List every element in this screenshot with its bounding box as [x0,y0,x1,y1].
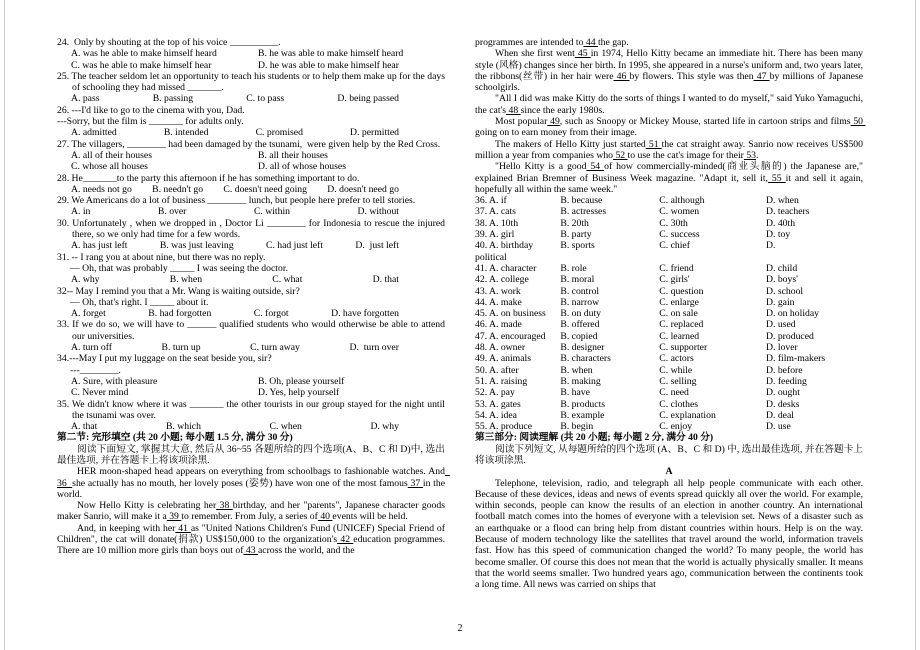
option: B. passing [152,93,194,105]
option: C. learned [659,330,700,342]
option: D. when [765,195,799,207]
option: C. while [659,364,693,376]
option: B. which [165,421,201,433]
option-row [57,161,445,172]
option: C. chief [659,240,690,252]
blank-number: 39 [166,511,182,523]
option: C. on sale [659,308,698,320]
question-stem [57,398,448,422]
option: C. doesn't need going [223,183,307,195]
option: D. have forgotten [331,308,399,320]
option: C. replaced [659,319,704,331]
option: B. example [560,409,605,421]
option: D. deal [765,409,794,421]
option: D. lover [765,342,798,354]
blank-number: 43 [243,545,258,557]
option: 42. A. college [475,274,529,286]
option: C. 30th [659,217,688,229]
text-run: "All I did was make Kitty do the sorts of things I wanted to do myself," said Yuko Yamaguchi, the cat's [475,93,866,116]
blank-number: 48 [506,104,521,116]
option: D. teachers [765,206,810,218]
option: D. turn over [349,342,399,354]
section-heading: 第三部分: 阅读理解 (共 20 小题; 每小题 2 分, 满分 40 分) [475,432,714,444]
option: D. used [765,319,796,331]
option: C. whose all houses [71,161,148,173]
question-stem [57,286,445,297]
text-run: of how commercially-minded(商业头脑的) the Japanese are," explained Brian Bremner of Business Week magazine. "Adapt it, sell it, [475,161,866,184]
cloze-option-row [475,274,863,285]
option: 52. A. pay [475,387,515,399]
text-run: it and sell it again, hopefully all within the same week." [475,172,866,195]
cloze-paragraph [475,116,866,139]
option: C. friend [659,262,694,274]
cloze-options-grid [475,195,863,432]
text-run: going on to earn money from their image. [475,127,637,139]
option: D. boys' [765,274,798,286]
option: D. gain [765,296,795,308]
section-instructions [475,444,863,467]
right-column [475,37,866,650]
option: 41. A. character [475,262,537,274]
option: D. feeding [765,375,807,387]
option: D. all of whose houses [258,161,346,173]
option: 37. A. cats [475,206,516,218]
option: 51. A. raising [475,375,528,387]
scan-edge-right [915,0,916,650]
option: B. because [560,195,603,207]
option-row [57,308,445,319]
question-stem [57,217,448,241]
option: 55. A. produce [475,421,533,433]
option: 38. A. 10th [475,217,519,229]
option: B. Oh, please yourself [258,375,345,387]
cloze-option-row [475,342,863,353]
cloze-option-row [475,421,863,432]
blank-number: 44 [583,37,598,48]
option: A. Sure, with pleasure [71,375,158,387]
option-row [57,93,445,104]
option: B. making [560,375,601,387]
text-run: to use the cat's image for their [627,149,744,161]
option: D. being passed [337,93,399,105]
option: C. enjoy [659,421,693,433]
option-row [57,387,445,398]
text-run: 24. Only by shouting at the top of his voice __________. [57,37,281,48]
option: D. doesn't need go [327,183,399,195]
option: C. selling [659,375,697,387]
text-run: And, in keeping with her [77,522,176,534]
question-stem [57,252,445,263]
text-run: When she first went [495,48,575,60]
text-run: to remember. From July, a series of [181,511,318,523]
option: C. clothes [659,398,699,410]
option: C. to pass [246,93,285,105]
option: C. question [659,285,704,297]
text-run: across the world, and the [257,545,355,557]
option-row [57,274,445,285]
option: C. had just left [265,240,324,252]
blank-number: 52 [613,149,628,161]
text-run: events will be held. [332,511,408,523]
cloze-option-row [475,286,863,297]
option: 44. A. make [475,296,522,308]
option-row [57,127,445,138]
cloze-paragraph [475,138,866,162]
text-run: 32-- May I remind you that a Mr. Wang is waiting outside, sir? [57,285,300,297]
option: D. why [370,421,399,433]
blank-number: 42 [337,534,354,546]
option-row [57,150,445,161]
cloze-paragraph [475,48,866,94]
option: B. role [560,262,587,274]
option: B. when [169,274,203,286]
blank-number: 41 [175,522,191,534]
text-run: Telephone, television, radio, and telegraph all help people communicate with each other. Because of these devices, ideas and news of events spread quickly all over the world. For example, within seconds, people can know the results of an election in another country. An international football match comes into the homes of everyone with a television set. News of a disaster such as an earthquake or a flood can bring help from distant countries within hours. Help is on the way. Because of modern technology like the satellites that travel around the world, information travels fast. How has this speed of communication changed the world? To many people, the world has become smaller. Of course this does not mean that the world is actually physically smaller. It means that the world seems smaller. Two hundred years ago, communication between the continents took a long time. All news was carried on ships that [475,477,866,591]
text-run: Most popular [495,116,548,128]
cloze-option-row [475,218,863,229]
option: D. produced [765,330,814,342]
cloze-paragraph [57,466,450,500]
option: 36. A. if [475,195,507,207]
text-run: 阅读下面短文, 掌握其大意, 然后从 36~55 各题所给的四个选项(A、B、C 和 D)中, 选出最佳选项, 并在答题卡上将该项涂黑. [57,443,445,466]
option: A. needs not go [71,183,132,195]
cloze-option-row [475,410,863,421]
option: C. women [659,206,700,218]
text-run: HER moon-shaped head appears on everything from schoolbags to fashionable watches. And [77,466,445,478]
option: B. narrow [560,296,600,308]
dialog-line: ---Sorry, but the film is _______ for adults only. [57,116,244,128]
option: C. turn away [250,342,300,354]
cloze-option-row [475,240,863,251]
blank-number: 51 [645,138,662,150]
dialog-line: ---________. [70,364,121,376]
option: D. school [765,285,804,297]
option: political [475,251,507,263]
text-run: 29. We Americans do a lot of business ________ lunch, but people here prefer to tell stories. [57,195,416,207]
option: A. turn off [71,342,112,354]
text-run: 31. -- I rang you at about nine, but there was no reply. [57,251,266,263]
cloze-paragraph [475,161,866,195]
option: C. need [659,387,689,399]
option: B. on duty [560,308,601,320]
text-run: . [756,149,759,161]
option: 46. A. made [475,319,522,331]
option: 54. A. idea [475,409,517,421]
blank-number: 36 [57,466,450,489]
cloze-option-row [475,376,863,387]
blank-number: 40 [317,511,333,523]
blank-number: 45 [574,48,591,60]
option: D. child [765,262,798,274]
option: D. on holiday [765,308,819,320]
cloze-paragraph [475,37,863,48]
cloze-option-row [475,399,863,410]
option: A. was he able to make himself heard [71,48,217,60]
text-run: 33. If we do so, we will have to ______ qualified students who would otherwise be able to attend our universities. [57,319,448,342]
text-run: 阅读下列短文, 从每题所给的四个选项 (A、B、C 和 D) 中, 选出最佳选项, 并在答题卡上将该项涂黑. [475,443,863,466]
option: B. characters [560,353,611,365]
section-heading: 第二节: 完形填空 (共 20 小题; 每小题 1.5 分, 满分 30 分) [57,432,293,444]
text-run: Now Hello Kitty is celebrating her [77,500,217,512]
text-run: The makers of Hello Kitty just started [495,138,646,150]
option: B. had forgotten [148,308,212,320]
option: B. was just leaving [159,240,234,252]
option: D. before [765,364,803,376]
option-row [57,206,445,217]
blank-number: 37 [407,477,423,489]
scan-edge-left [4,0,5,650]
question-stem [57,353,445,364]
option-row [57,376,445,387]
option: 39. A. girl [475,229,515,241]
option: C. explanation [659,409,716,421]
cloze-paragraph [57,500,448,523]
question-stem [57,319,448,342]
option: C. actors [659,353,694,365]
text-run: by millions of Japanese schoolgirls. [475,70,866,94]
text-run: the gap. [597,37,629,48]
option: C. promised [255,127,303,139]
text-run: by flowers. This style was then [629,70,754,82]
text-run: as "United Nations Children's Fund (UNICEF) Special Friend of Children", the cat will donate(捐款) US$150,000 to the organization's [57,522,448,546]
cloze-option-row [475,353,863,364]
text-run: education programmes. There are 10 million more girls than boys out of [57,534,448,557]
cloze-option-row [475,206,863,217]
option: C. success [659,229,700,241]
option: D. just left [355,240,399,252]
option: C. what [272,274,303,286]
blank-number: 47 [753,70,770,82]
option: B. control [560,285,600,297]
cloze-option-row [475,308,863,319]
option: B. 20th [560,217,589,229]
section-instructions [57,444,445,467]
option: D. ought [765,387,800,399]
option: 50. A. after [475,364,519,376]
text-run: 27. The villagers, ________ had been damaged by the tsunami, were given help by the Red Cross. [57,138,441,150]
option: B. over [157,206,187,218]
text-run: , such as Snoopy or Mickey Mouse, started life in cartoon strips and films [559,116,851,128]
option-row [57,184,445,195]
option-row [57,240,445,251]
question-stem [57,37,445,48]
option-row [57,342,445,353]
question-stem [57,173,445,184]
dialog-line: — Oh, that's right. I _____ about it. [70,296,209,308]
cloze-paragraph [57,522,448,557]
option-row [57,60,445,71]
text-run: programmes are intended to [475,37,584,48]
blank-number: 50 [850,116,866,128]
text-run: "Hello Kitty is a good [495,161,587,173]
option: B. actresses [560,206,607,218]
blank-number: 54 [586,161,605,173]
text-run: since the early 1980s. [520,104,605,116]
blank-number: 46 [613,70,630,82]
option: A. forget [71,308,106,320]
option-row [57,48,445,59]
option: B. copied [560,330,598,342]
question-stem [57,105,445,116]
blank-number: 53 [743,149,756,161]
option: B. when [560,364,593,376]
option: D. use [765,421,791,433]
left-column [57,37,450,650]
text-run: 35. We didn't know where it was _______ the other tourists in our group stayed for the night until the tsunami was over. [57,398,448,421]
option: A. has just left [71,240,128,252]
option: C. although [659,195,705,207]
option: B. moral [560,274,595,286]
text-run: 26. ---I'd like to go to the cinema with you, Dad. [57,104,245,116]
option: A. in [71,206,91,218]
option: A. admitted [71,127,117,139]
option: C. forgot [253,308,289,320]
option: D. permitted [350,127,399,139]
option: D. toy [765,229,791,241]
option: C. when [269,421,302,433]
option: B. intended [163,127,209,139]
text-run: 30. Unfortunately , when we dropped in , Doctor Li ________ for Indonesia to rescue the injured there, so we only had time for a few words. [57,217,448,241]
reading-paragraph [475,477,866,591]
option: B. offered [560,319,600,331]
option: 53. A. gates [475,398,521,410]
option: 48. A. owner [475,342,526,354]
cloze-option-row [475,387,863,398]
text-run: 34.---May I put my luggage on the seat beside you, sir? [57,353,272,365]
cloze-option-row [475,331,863,342]
option: D. that [372,274,399,286]
passage-label: A [665,466,673,478]
option: D. Yes, help yourself [258,387,340,399]
dialog-line: — Oh, that was probably _____ I was seeing the doctor. [70,262,288,274]
option: 43. A. work [475,285,521,297]
option: A. that [71,421,98,433]
option: D. film-makers [765,353,826,365]
cloze-option-row [475,195,863,206]
option: C. enlarge [659,296,699,308]
text-run: 25. The teacher seldom let an opportunity to teach his students or to help them make up for the days of schooling they had missed _______. [57,70,448,94]
option: D. he was able to make himself hear [258,59,399,71]
cloze-option-row [475,297,863,308]
cloze-option-row [475,319,863,330]
text-run: in 1974, Hello Kitty became an immediate hit. There has been many style (风格) changes since her birth. In 1995, she appeared in a nurse's uniform and, two years later, the ribbons(丝带) in her hair were [475,48,866,82]
text-run: the cat straight away. Sanrio now receives US$500 million a year from companies who [475,138,866,161]
option: A. why [71,274,100,286]
blank-number: 38 [216,500,233,512]
option: 40. A. birthday [475,240,534,252]
option: C. within [253,206,291,218]
cloze-paragraph [475,93,866,116]
option: B. needn't go [152,183,204,195]
blank-number: 49 [547,116,560,128]
option-row [57,421,445,432]
option: 47. A. encouraged [475,330,546,342]
option: D. 40th [765,217,796,229]
option: B. products [560,398,606,410]
cloze-option-row [475,229,863,240]
option: D. without [357,206,399,218]
text-run: birthday, and her "parents", Japanese character goods maker Sanrio, will make it a [57,500,448,523]
text-run: in the world. [57,477,448,500]
question-stem [57,70,448,94]
option: 45. A. on business [475,308,546,320]
text-run: she actually has no mouth, her lovely poses (姿势) have won one of the most famous [72,477,408,489]
option: C. supporter [659,342,708,354]
option: 49. A. animals [475,353,531,365]
page-number: 2 [457,622,463,634]
option: B. have [560,387,590,399]
cloze-option-row [475,365,863,376]
option: C. was he able to make himself hear [71,59,212,71]
option: B. sports [560,240,595,252]
cloze-option-row [475,252,863,263]
option: D. [765,240,776,252]
option: B. party [560,229,592,241]
question-stem [57,139,445,150]
option: D. desks [765,398,800,410]
blank-number: 55 [767,172,786,184]
option: A. pass [71,93,100,105]
option: A. all of their houses [71,149,152,161]
option: B. he was able to make himself heard [258,48,404,60]
cloze-option-row [475,263,863,274]
option: C. Never mind [71,387,129,399]
option: B. begin [560,421,594,433]
text-run: 28. He_______to the party this afternoon if he has something important to do. [57,172,360,184]
option: B. all their houses [258,149,328,161]
option: B. turn up [161,342,201,354]
option: B. designer [560,342,605,354]
question-stem [57,195,445,206]
option: C. girls' [659,274,690,286]
